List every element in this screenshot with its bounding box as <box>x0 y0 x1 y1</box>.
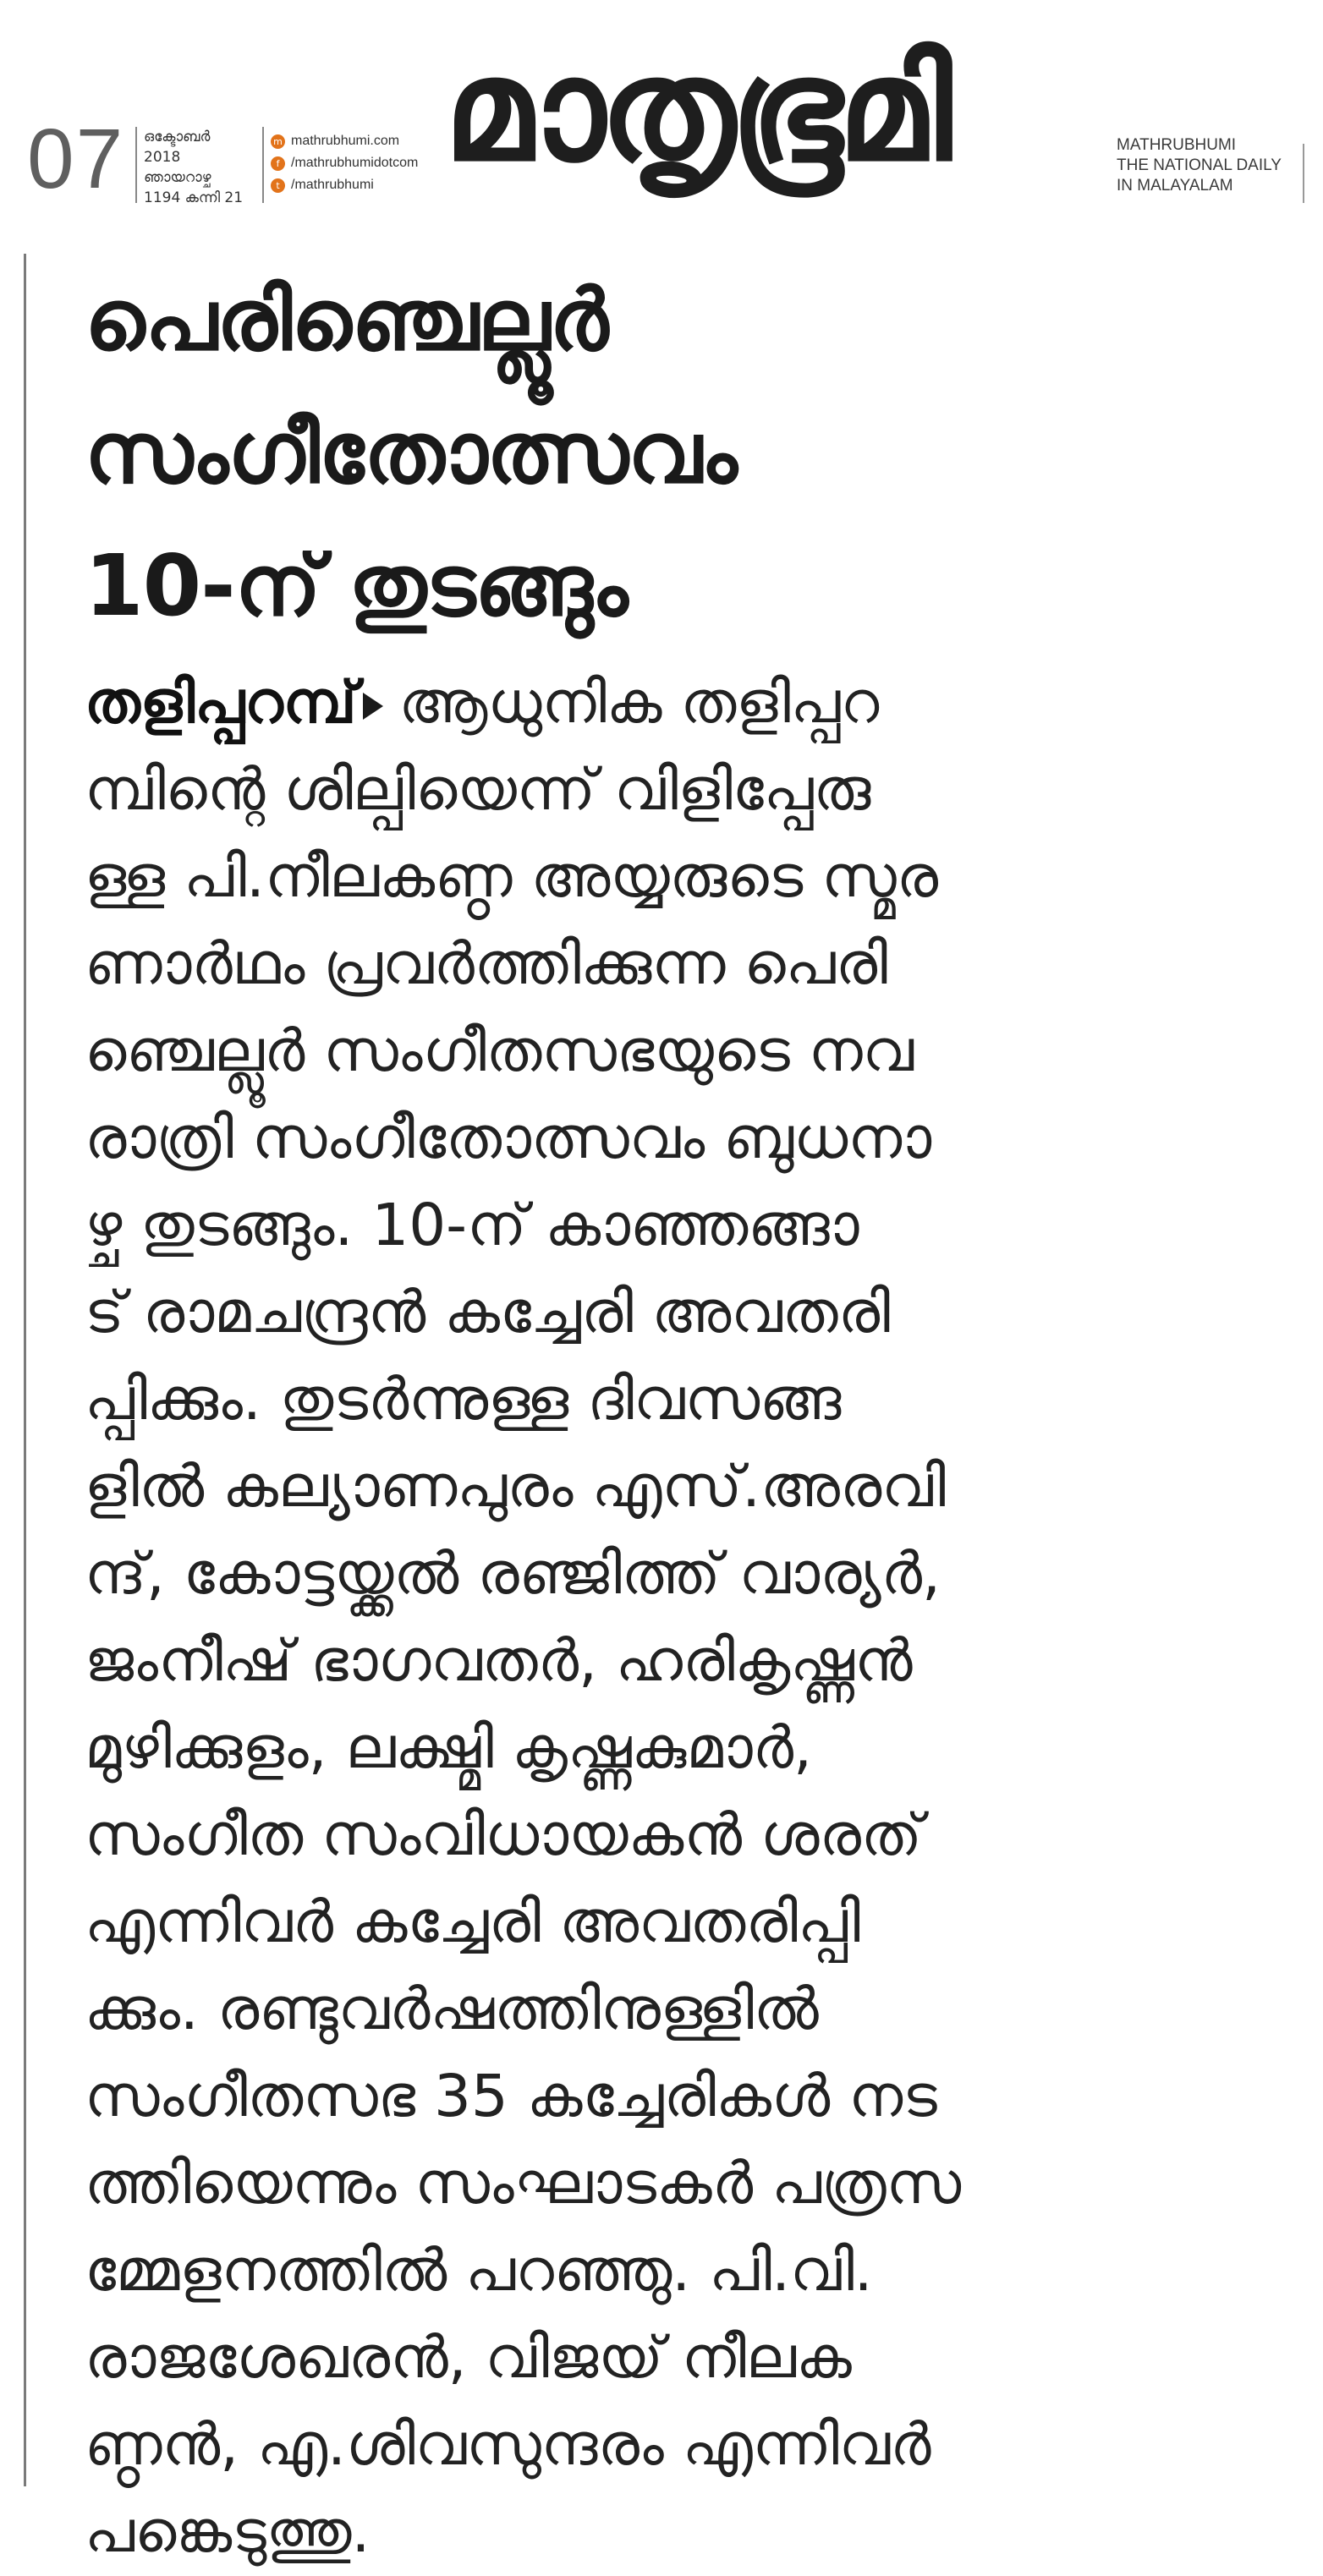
tagline-line: THE NATIONAL DAILY <box>1117 156 1282 174</box>
article-headline <box>85 254 1252 652</box>
website-icon: m <box>271 134 285 149</box>
body-line: ണ്ഠൻ, എ.ശിവസുന്ദരം എന്നിവർ <box>85 2411 931 2479</box>
social-facebook[interactable] <box>271 152 431 174</box>
body-line: ന്ദ്, കോട്ടയ്ക്കൽ രഞ്ജിത്ത് വാര്യർ, <box>85 1540 941 1608</box>
social-facebook-text: /mathrubhumidotcom <box>291 156 419 170</box>
body-line: ണാർഥം പ്രവർത്തിക്കുന്ന പെരി <box>85 930 888 998</box>
body-line: ജംനീഷ് ഭാഗവതർ, ഹരികൃഷ്ണൻ <box>85 1627 913 1695</box>
article-body <box>85 660 1252 2576</box>
social-links <box>271 130 431 196</box>
body-first-line-text: ആധുനിക തളിപ്പറ <box>398 669 880 737</box>
body-line: മുഴിക്കുളം, ലക്ഷ്മി കൃഷ്ണകുമാർ, <box>85 1714 812 1782</box>
masthead-divider <box>135 127 137 203</box>
headline-line: സംഗീതോത്സവം <box>85 403 737 502</box>
headline-line: പെരിഞ്ചെല്ലൂർ <box>85 271 608 370</box>
body-line: മ്മേളനത്തിൽ പറഞ്ഞു. പി.വി. <box>85 2237 873 2305</box>
body-line: ളിൽ കല്യാണപുരം എസ്.അരവി <box>85 1453 946 1521</box>
body-line: ള്ള പി.നീലകണ്ഠ അയ്യരുടെ സ്മര <box>85 843 939 911</box>
date-malayalam-era: 1194 കന്നി 21 <box>144 189 244 206</box>
date-block <box>144 127 254 208</box>
twitter-icon: t <box>271 178 285 193</box>
facebook-icon: f <box>271 156 285 171</box>
masthead-divider <box>262 127 264 203</box>
newspaper-logo: മാതൃഭൂമി <box>444 27 947 193</box>
masthead <box>17 25 1306 206</box>
body-line: പങ്കെടുത്തു. <box>85 2498 371 2566</box>
body-line: രാത്രി സംഗീതോത്സവം ബുധനാ <box>85 1104 932 1172</box>
page-number: 07 <box>27 112 125 206</box>
social-twitter[interactable] <box>271 174 431 196</box>
tagline-line: IN MALAYALAM <box>1117 177 1233 195</box>
dateline-arrow-icon <box>363 693 383 720</box>
headline-line: 10-ന് തുടങ്ങും <box>85 536 628 635</box>
tagline-line: MATHRUBHUMI <box>1117 136 1237 154</box>
body-first-line <box>85 660 1252 747</box>
body-line: ഞ്ചെല്ലൂർ സംഗീതസഭയുടെ നവ <box>85 1017 914 1085</box>
social-website-text: mathrubhumi.com <box>291 134 400 148</box>
body-line: രാജശേഖരൻ, വിജയ് നീലക <box>85 2324 852 2392</box>
column-border-rule <box>24 254 26 2486</box>
social-twitter-text: /mathrubhumi <box>291 178 374 192</box>
masthead-edge-rule <box>1303 144 1304 203</box>
body-line: എന്നിവർ കച്ചേരി അവതരിപ്പി <box>85 1888 860 1956</box>
dateline: തളിപ്പറമ്പ് <box>85 669 357 737</box>
body-line: ത്തിയെന്നും സംഘാടകർ പത്രസ <box>85 2150 962 2217</box>
body-line: സംഗീതസഭ 35 കച്ചേരികൾ നട <box>85 2063 937 2130</box>
date-weekday: ഞായറാഴ്ച <box>144 169 211 186</box>
tagline <box>1117 135 1303 196</box>
body-line: ക്കും. രണ്ടുവർഷത്തിനുള്ളിൽ <box>85 1976 819 2043</box>
date-year: 2018 <box>144 149 181 166</box>
body-line: ഴ്ച തുടങ്ങും. 10-ന് കാഞ്ഞങ്ങാ <box>85 1192 859 1259</box>
social-website[interactable] <box>271 130 431 152</box>
body-line: പ്പിക്കും. തുടർന്നുള്ള ദിവസങ്ങ <box>85 1366 842 1433</box>
body-line: മ്പിന്റെ ശില്പിയെന്ന് വിളിപ്പേരു <box>85 756 871 824</box>
body-line: സംഗീത സംവിധായകൻ ശരത് <box>85 1801 922 1869</box>
date-month: ഒക്ടോബർ <box>144 129 211 145</box>
body-line: ട് രാമചന്ദ്രൻ കച്ചേരി അവതരി <box>85 1279 891 1346</box>
